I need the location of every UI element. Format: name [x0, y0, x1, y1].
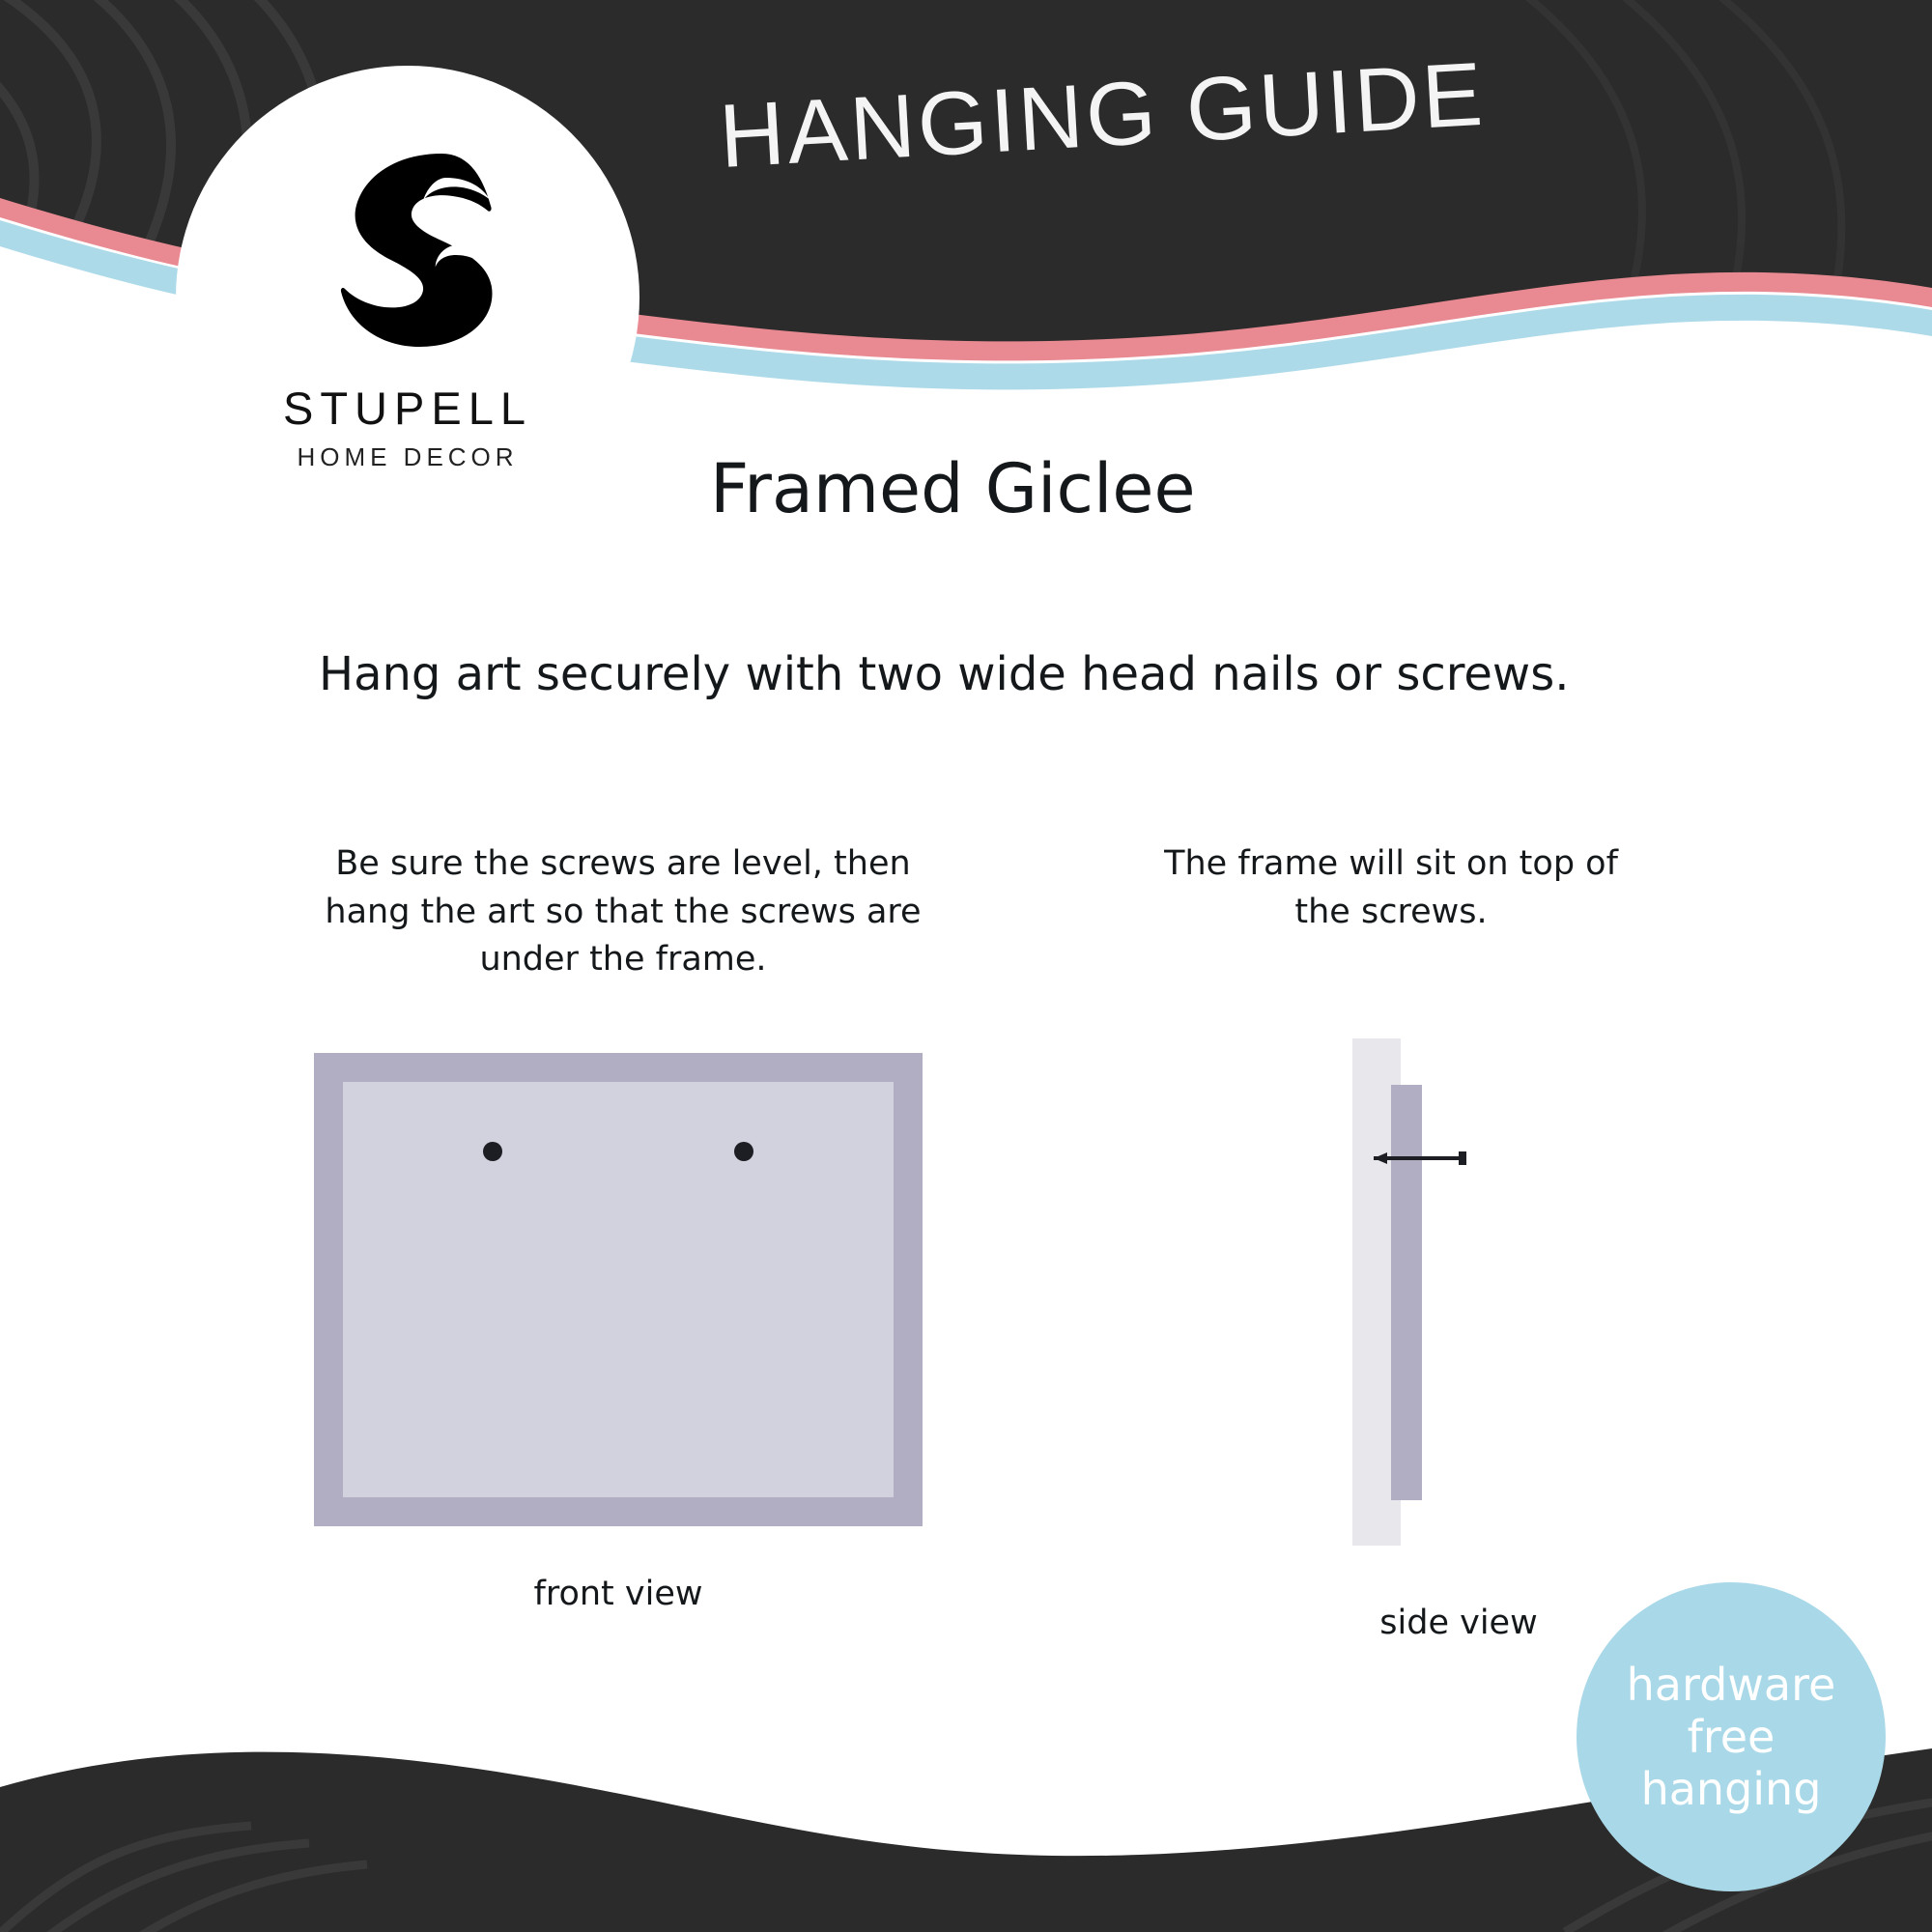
badge-line-2: free [1687, 1710, 1776, 1763]
logo-wordmark: STUPELL [283, 383, 532, 434]
brand-logo [176, 66, 639, 529]
front-view-column [319, 840, 927, 984]
front-view-label: front view [533, 1575, 703, 1613]
page-title: HANGING GUIDE [717, 43, 1489, 186]
badge-line-3: hanging [1640, 1763, 1822, 1816]
frame-strip [1391, 1085, 1422, 1500]
front-view-caption: Be sure the screws are level, then hang the art so that the screws are under the frame. [325, 844, 922, 980]
side-view-diagram [1333, 1038, 1584, 1546]
side-view-caption: The frame will sit on top of the screws. [1164, 844, 1618, 931]
product-type: Framed Giclee [710, 449, 1196, 528]
screw-dot-left [483, 1142, 502, 1161]
side-view-column [1150, 840, 1633, 936]
lead-instruction: Hang art securely with two wide head nails or screws. [319, 647, 1570, 701]
nail-icon [1370, 1151, 1486, 1166]
front-view-diagram [314, 1053, 923, 1526]
side-view-label: side view [1379, 1604, 1538, 1642]
logo-tagline: HOME DECOR [297, 442, 519, 471]
screw-dot-right [734, 1142, 753, 1161]
hardware-free-badge [1577, 1582, 1886, 1891]
front-view-artboard [343, 1082, 894, 1497]
stupell-swirl-logo [287, 134, 528, 376]
badge-line-1: hardware [1626, 1658, 1836, 1711]
